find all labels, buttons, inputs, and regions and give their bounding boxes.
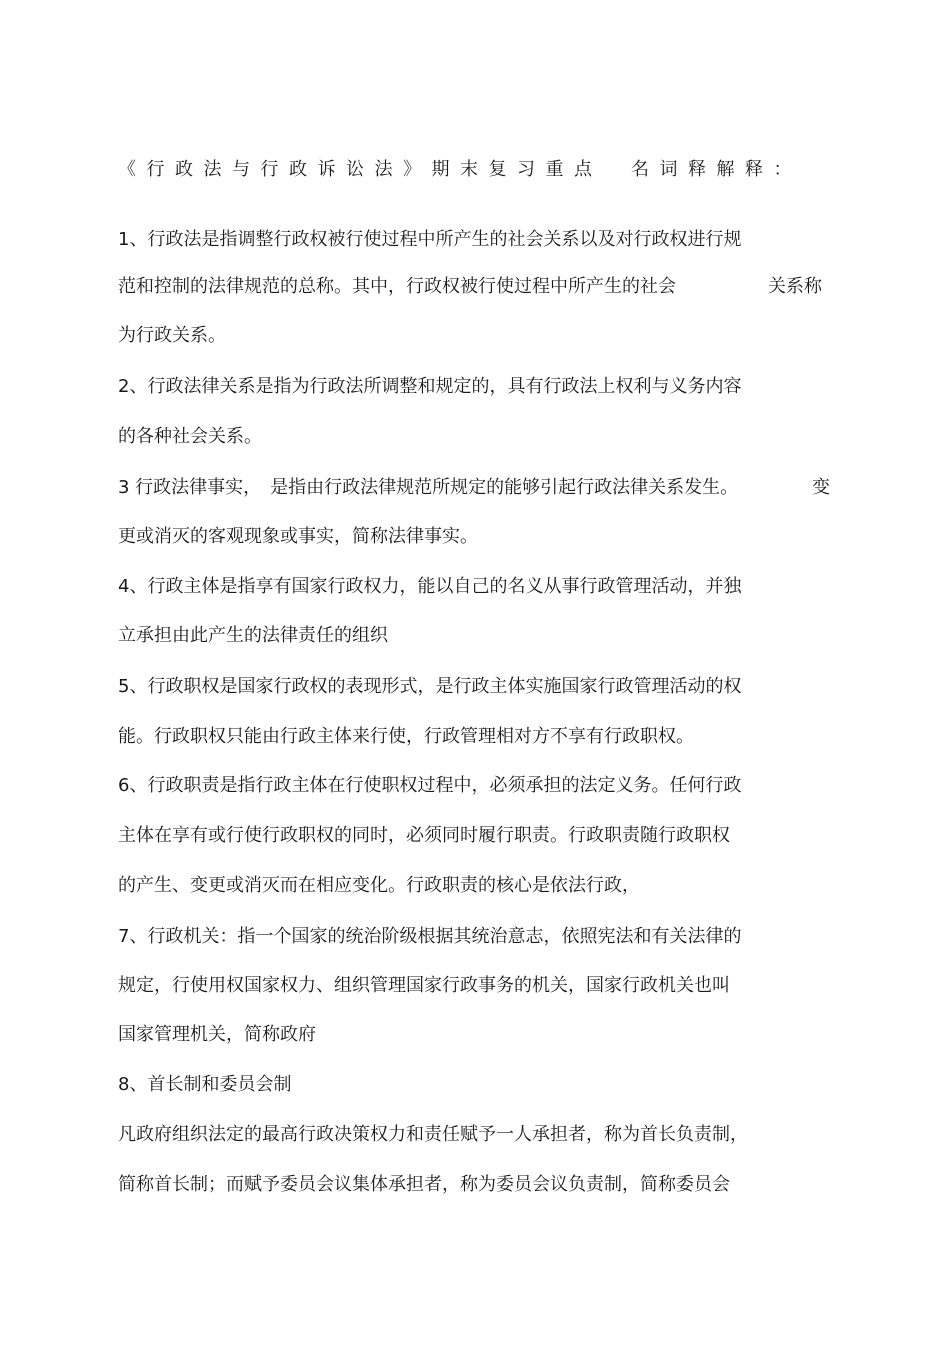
text-line (118, 673, 741, 701)
text-line-content: 简称首长制；而赋予委员会议集体承担者，称为委员会议负责制，简称委员会 (118, 1174, 730, 1195)
document-title: 《行政法与行政诉讼法》期末复习重点 名词释解释： (118, 159, 802, 180)
text-line (118, 423, 262, 451)
text-line-content: 主体在享有或行使行政职权的同时，必须同时履行职责。行政职责随行政职权 (118, 825, 730, 846)
text-line (118, 273, 822, 301)
text-line (118, 322, 226, 350)
text-line-content: 范和控制的法律规范的总称。其中，行政权被行使过程中所产生的社会 (118, 276, 676, 297)
text-line-tail: 关系称 (768, 276, 822, 297)
text-line-content: 国家管理机关，简称政府 (118, 1024, 316, 1045)
text-line (118, 622, 388, 650)
text-line-content: 1、行政法是指调整行政权被行使过程中所产生的社会关系以及对行政权进行规 (118, 229, 742, 250)
text-line (118, 923, 741, 951)
text-line (118, 1071, 291, 1099)
text-line-content: 7、行政机关：指一个国家的统治阶级根据其统治意志，依照宪法和有关法律的 (118, 926, 742, 947)
text-line-content: 规定，行使用权国家权力、组织管理国家行政事务的机关，国家行政机关也叫 (118, 975, 730, 996)
text-line (118, 226, 741, 254)
text-line (118, 474, 830, 502)
text-line (118, 872, 640, 900)
text-line (118, 723, 694, 751)
text-line-content: 能。行政职权只能由行政主体来行使，行政管理相对方不享有行政职权。 (118, 726, 694, 747)
text-line-content: 的产生、变更或消灭而在相应变化。行政职责的核心是依法行政， (118, 875, 640, 896)
text-line-content: 5、行政职权是国家行政权的表现形式，是行政主体实施国家行政管理活动的权 (118, 676, 742, 697)
text-line (118, 772, 741, 800)
text-line-content: 6、行政职责是指行政主体在行使职权过程中，必须承担的法定义务。任何行政 (118, 775, 742, 796)
text-line-content: 为行政关系。 (118, 325, 226, 346)
text-line-content: 凡政府组织法定的最高行政决策权力和责任赋予一人承担者，称为首长负责制， (118, 1124, 748, 1145)
text-line (118, 1021, 316, 1049)
text-line-content: 2、行政法律关系是指为行政法所调整和规定的，具有行政法上权利与义务内容 (118, 376, 742, 397)
text-line-content: 3 行政法律事实， 是指由行政法律规范所规定的能够引起行政法律关系发生。 (118, 477, 739, 498)
text-line (118, 523, 478, 551)
text-line (118, 373, 741, 401)
text-line (118, 822, 730, 850)
text-line-content: 4、行政主体是指享有国家行政权力，能以自己的名义从事行政管理活动，并独 (118, 576, 742, 597)
text-line (118, 1121, 748, 1149)
text-line-content: 的各种社会关系。 (118, 426, 262, 447)
text-line (118, 1171, 730, 1199)
text-line-tail: 变 (812, 477, 830, 498)
text-line (118, 573, 741, 601)
text-line-content: 更或消灭的客观现象或事实，简称法律事实。 (118, 526, 478, 547)
text-line-content: 立承担由此产生的法律责任的组织 (118, 625, 388, 646)
text-line-content: 8、首长制和委员会制 (118, 1074, 292, 1095)
text-line (118, 972, 730, 1000)
